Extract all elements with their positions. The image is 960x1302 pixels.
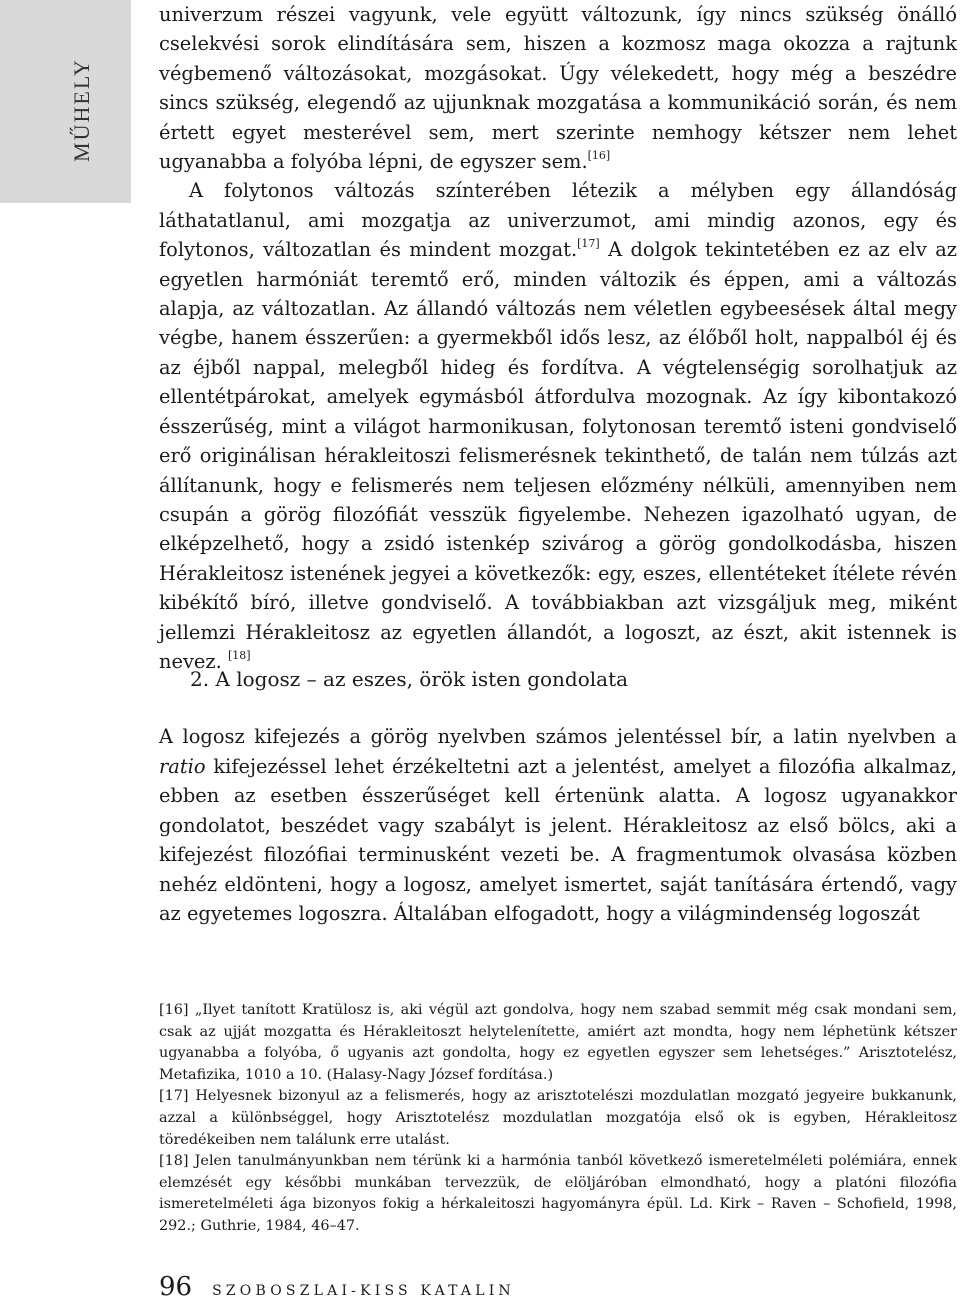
footnote-ref[interactable]: [16] <box>587 149 611 163</box>
section-heading: 2. A logosz – az eszes, örök isten gondolata <box>190 667 629 691</box>
section-tab-label: MŰHELY <box>69 58 94 162</box>
body-paragraph-text: A dolgok tekintetében ez az elv az egyetlen harmóniát teremtő erő, minden változik és éppen, ami a változás alapja, az változatlan. Az állandó változás nem véletlen egybeesések által megy végbe, hanem ésszerűen: a gyermekből idős lesz, az élőből holt, nappalból éj és az éjből nappal, melegből hideg és fordítva. A végtelenségig sorolhatjuk az ellentétpárokat, amelyek egymásból átfordulva mozognak. Az így kibontakozó ésszerűség, mint a világot harmonikusan, folytonosan teremtő isteni gondviselő erő originálisan hérakleitoszi felismerésnek tekinthető, de talán nem túlzás azt állítanunk, hogy e felismerés nem teljesen előzmény nélküli, amennyiben nem csupán a görög filozófiát vesszük figyelembe. Nehezen igazolható ugyan, de elképzelhető, hogy a zsidó istenkép szivárog a görög gondolkodásba, hiszen Hérakleitosz istenének jegyei a következők: egy, eszes, ellentéteket ítélete révén kibékítő bíró, illetve gondviselő. A továbbiakban azt vizsgáljuk meg, miként jellemzi Hérakleitosz az egyetlen állandót, a logoszt, az észt, akit istennek is nevez. <box>159 238 957 673</box>
body-paragraph-text: univerzum részei vagyunk, vele együtt változunk, így nincs szükség önálló cselekvési sorok elindítására sem, hiszen a kozmosz maga okozza a rajtunk végbemenő változásokat, mozgásokat. Úgy vélekedett, hogy még a beszédre sincs szükség, elegendő az ujjunknak mozgatása a kommunikáció során, és nem értett egyet mesterével sem, mert szerinte nemhogy kétszer nem lehet ugyanabba a folyóba lépni, de egyszer sem. <box>159 3 957 174</box>
footnote-ref[interactable]: [17] <box>577 237 600 251</box>
italic-term: ratio <box>159 754 206 778</box>
body-paragraph-text: kifejezéssel lehet érzékeltetni azt a jelentést, amelyet a filozófia alkalmaz, ebben az esetben ésszerűséget kell értenünk alatta. A logosz ugyanakkor gondolatot, beszédet vagy szabályt is jelent. Hérakleitosz az első bölcs, aki a kifejezést filozófiai terminusként vezeti be. A fragmentumok olvasása közben nehéz eldönteni, hogy a logosz, amelyet ismertet, saját tanítására értendő, vagy az egyetemes logoszra. Általában elfogadott, hogy a világmindenség logoszát <box>159 754 957 925</box>
page-footer <box>159 1272 515 1302</box>
footnote: [16] „Ilyet tanított Kratülosz is, aki végül azt gondolva, hogy nem szabad semmit még csak mondani sem, csak az ujját mozgatta és Hérakleitoszt helytelenítette, amiért azt mondta, hogy nem léphetünk kétszer ugyanabba a folyóba, ő ugyanis azt gondolta, hogy ez egyetlen egyszer sem lehetséges.” Arisztotelész, Metafizika, 1010 a 10. (Halasy-Nagy József fordítása.) <box>159 1002 957 1083</box>
body-paragraph-text: A folytonos változás színterében létezik a mélyben egy állandóság láthatatlanul, ami mozgatja az univerzumot, ami mindig azonos, egy és folytonos, változatlan és mindent mozgat. <box>159 179 957 262</box>
body-paragraph <box>159 0 957 176</box>
footnote: [18] Jelen tanulmányunkban nem térünk ki a harmónia tanból következő ismeretelméleti polémiára, ennek elemzését egy későbbi munkában tervezzük, de elöljáróban elmondható, hogy a platóni filozófia ismeretelméleti ága bizonyos fokig a hérkaleitoszi hagyományra épül. Ld. Kirk – Raven – Schofield, 1998, 292.; Guthrie, 1984, 46–47. <box>159 1153 957 1234</box>
footnote-ref[interactable]: [18] <box>227 648 251 662</box>
footnote: [17] Helyesnek bizonyul az a felismerés, hogy az arisztotelészi mozdulatlan mozgató jegyeire bukkanunk, azzal a különbséggel, hogy Arisztotelész mozdulatlan mozgatója első ok is egyben, Hérakleitosz töredékeiben nem találunk erre utalást. <box>159 1088 957 1148</box>
body-text <box>159 0 957 676</box>
page-number: 96 <box>159 1272 193 1302</box>
section-tab <box>0 0 131 203</box>
running-author: SZOBOSZLAI-KISS KATALIN <box>212 1283 515 1299</box>
footnotes <box>159 1000 957 1238</box>
body-paragraph <box>159 176 957 676</box>
body-paragraph <box>159 722 957 929</box>
section-body <box>159 722 957 929</box>
body-paragraph-text: A logosz kifejezés a görög nyelvben számos jelentéssel bír, a latin nyelvben a <box>159 725 957 748</box>
